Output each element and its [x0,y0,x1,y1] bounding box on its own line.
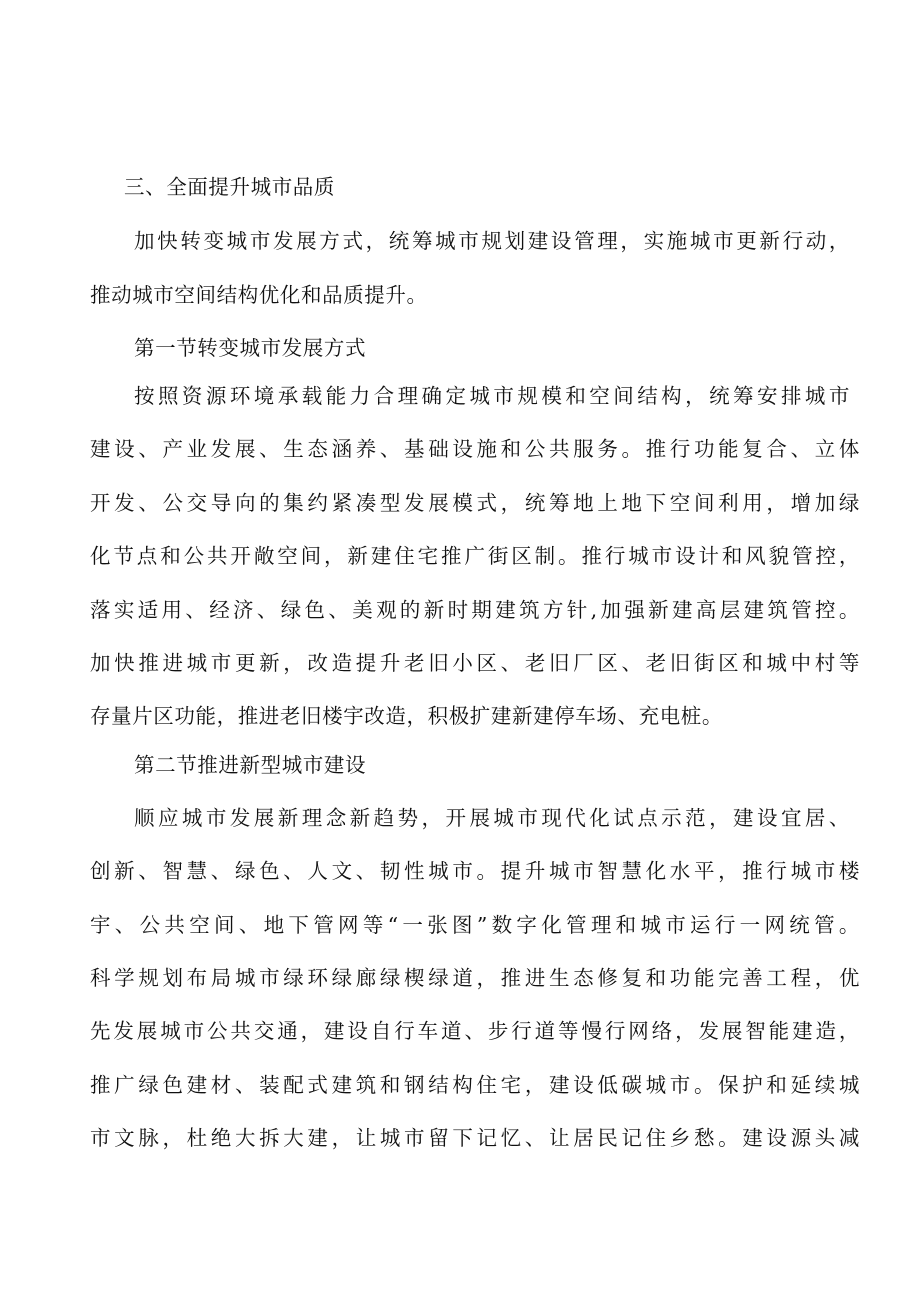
section2-line-5: 先发展城市公共交通，建设自行车道、步行道等慢行网络，发展智能建造， [90,1019,860,1043]
section2-line-6: 推广绿色建材、装配式建筑和钢结构住宅，建设低碳城市。保护和延续城 [90,1073,860,1097]
section2-line-2: 创新、智慧、绿色、人文、韧性城市。提升城市智慧化水平，推行城市楼 [90,859,860,883]
section1-line-2: 建设、产业发展、生态涵养、基础设施和公共服务。推行功能复合、立体 [90,437,860,461]
section2-line-7: 市文脉，杜绝大拆大建，让城市留下记忆、让居民记住乡愁。建设源头减 [90,1126,860,1150]
section-title: 三、全面提升城市品质 [124,175,335,199]
section2-line-4: 科学规划布局城市绿环绿廊绿楔绿道，推进生态修复和功能完善工程，优 [90,966,860,990]
section2-heading: 第二节推进新型城市建设 [134,753,367,777]
section1-line-7: 存量片区功能，推进老旧楼宇改造，积极扩建新建停车场、充电桩。 [90,704,723,728]
intro-line-2: 推动城市空间结构优化和品质提升。 [90,283,428,307]
section1-line-1: 按照资源环境承载能力合理确定城市规模和空间结构，统筹安排城市 [134,384,850,408]
section1-heading: 第一节转变城市发展方式 [134,336,367,360]
intro-line-1: 加快转变城市发展方式，统筹城市规划建设管理，实施城市更新行动， [134,229,850,253]
section1-line-5: 落实适用、经济、绿色、美观的新时期建筑方针,加强新建高层建筑管控。 [90,598,860,622]
section1-line-4: 化节点和公共开敞空间，新建住宅推广街区制。推行城市设计和风貌管控， [90,544,860,568]
section2-line-1: 顺应城市发展新理念新趋势，开展城市现代化试点示范，建设宜居、 [134,806,850,830]
section1-line-6: 加快推进城市更新，改造提升老旧小区、老旧厂区、老旧街区和城中村等 [90,651,860,675]
section1-line-3: 开发、公交导向的集约紧凑型发展模式，统筹地上地下空间利用，增加绿 [90,491,860,515]
section2-line-3: 宇、公共空间、地下管网等“一张图”数字化管理和城市运行一网统管。 [90,913,860,937]
